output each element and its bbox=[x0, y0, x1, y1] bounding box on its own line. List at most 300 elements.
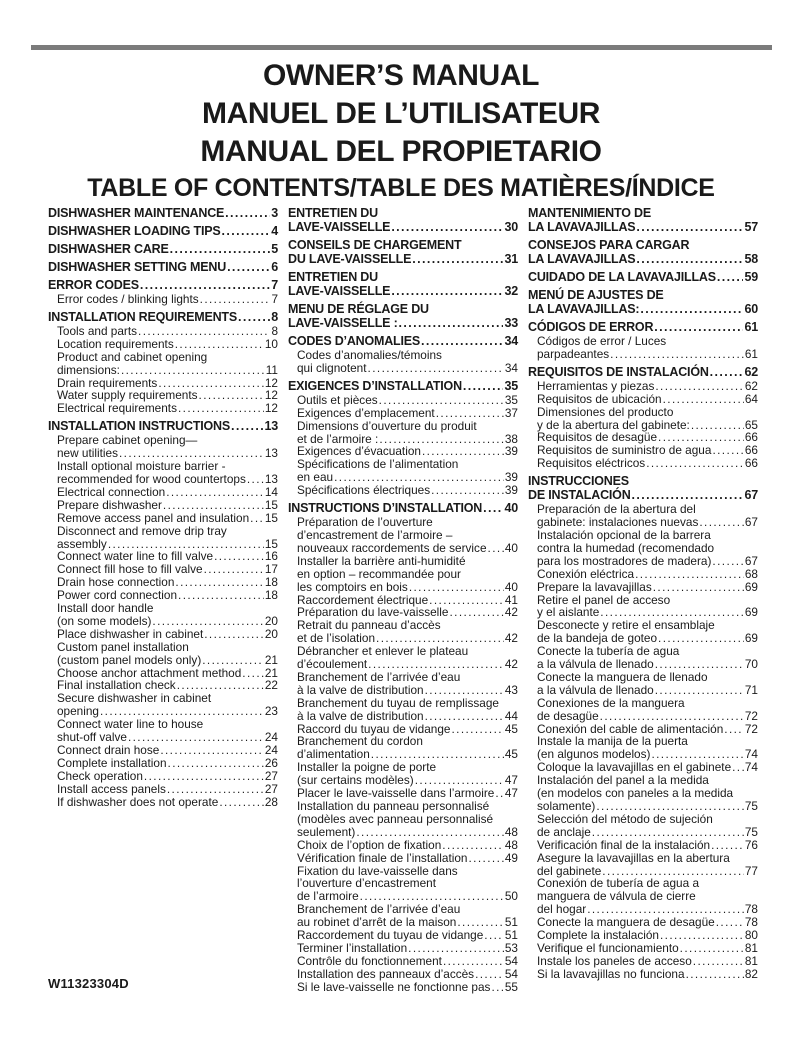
toc-entry-text: Tools and parts bbox=[57, 323, 138, 338]
dot-leader bbox=[716, 916, 744, 929]
toc-entry-text: Verifique el funcionamiento bbox=[537, 940, 679, 955]
toc-page-number: 50 bbox=[504, 889, 518, 904]
toc-entry-text: seulement) bbox=[297, 824, 356, 839]
toc-entry bbox=[528, 968, 758, 981]
dot-leader bbox=[484, 929, 504, 942]
toc-entry bbox=[48, 224, 278, 238]
toc-page-number: 30 bbox=[504, 220, 518, 234]
toc-entry bbox=[288, 206, 518, 234]
toc-entry-text: Conecte la manguera de desagüe bbox=[537, 915, 715, 930]
toc-page-number: 66 bbox=[744, 430, 758, 445]
toc-entry-text: Si la lavavajillas no funciona bbox=[537, 966, 685, 981]
toc-entry-line: Selección del método de sujeción bbox=[537, 811, 713, 826]
dot-leader bbox=[368, 658, 504, 671]
toc-entry bbox=[48, 718, 278, 744]
toc-entry bbox=[288, 839, 518, 852]
dot-leader bbox=[222, 224, 271, 238]
toc-entry-text: INSTALLATION INSTRUCTIONS bbox=[48, 419, 231, 434]
toc-page-number: 15 bbox=[264, 497, 278, 512]
toc-entry-line bbox=[48, 206, 278, 220]
toc-page-number: 3 bbox=[271, 206, 278, 220]
dot-leader bbox=[163, 499, 264, 512]
toc-entry-text: DU LAVE-VAISSELLE bbox=[288, 252, 412, 266]
toc-entry bbox=[528, 503, 758, 529]
toc-entry-text: LA LAVAVAJILLAS: bbox=[528, 302, 640, 316]
toc-entry-line bbox=[528, 365, 758, 379]
toc-page-number: 34 bbox=[504, 360, 518, 375]
toc-entry-line: Installation du panneau personnalisé bbox=[297, 799, 490, 813]
toc-entry-text: qui clignotent bbox=[297, 360, 367, 375]
dot-leader bbox=[693, 955, 744, 968]
toc-page-number: 26 bbox=[264, 755, 278, 770]
toc-entry bbox=[528, 320, 758, 334]
toc-entry-text: Terminer l’installation bbox=[297, 940, 408, 955]
dot-leader bbox=[686, 968, 744, 981]
toc-entry-line bbox=[297, 981, 518, 994]
dot-leader bbox=[200, 293, 271, 306]
toc-entry-line bbox=[297, 839, 518, 852]
toc-entry-text: à la valve de distribution bbox=[297, 682, 424, 697]
toc-entry-line bbox=[57, 770, 278, 783]
toc-page-number: 58 bbox=[744, 252, 758, 266]
toc-entry bbox=[528, 365, 758, 379]
toc-page-number: 75 bbox=[744, 799, 758, 813]
toc-entry-line bbox=[57, 364, 278, 377]
toc-entry-line bbox=[48, 278, 278, 292]
dot-leader bbox=[680, 942, 744, 955]
toc-entry-text: Complete la instalación bbox=[537, 928, 659, 943]
dot-leader bbox=[646, 457, 744, 470]
dot-leader bbox=[654, 320, 743, 334]
toc-entry bbox=[48, 325, 278, 338]
toc-entry bbox=[48, 641, 278, 667]
toc-entry bbox=[528, 774, 758, 813]
toc-entry-text: Requisitos de desagüe bbox=[537, 430, 658, 445]
toc-entry bbox=[48, 783, 278, 796]
toc-entry-text: DISHWASHER CARE bbox=[48, 242, 169, 256]
toc-entry bbox=[288, 697, 518, 723]
manual-title-spanish: MANUAL DEL PROPIETARIO bbox=[200, 135, 602, 168]
toc-entry-text: parpadeantes bbox=[537, 346, 610, 361]
toc-page-number: 33 bbox=[504, 316, 518, 330]
dot-leader bbox=[408, 942, 504, 955]
toc-entry-line: MENU DE RÉGLAGE DU bbox=[288, 302, 429, 316]
toc-page-number: 59 bbox=[744, 270, 758, 284]
toc-page-number: 78 bbox=[744, 915, 758, 930]
dot-leader bbox=[451, 723, 503, 736]
toc-entry-text: Placer le lave-vaisselle dans l’armoire bbox=[297, 786, 495, 801]
toc-entry bbox=[48, 602, 278, 628]
toc-entry bbox=[288, 942, 518, 955]
toc-entry bbox=[288, 903, 518, 929]
toc-entry-line bbox=[48, 419, 278, 433]
toc-entry-text: LAVE-VAISSELLE bbox=[288, 220, 391, 234]
toc-page-number: 39 bbox=[504, 483, 518, 498]
toc-entry-line: Branchement du tuyau de remplissage bbox=[297, 695, 499, 710]
toc-entry-line: Asegure la lavavajillas en la abertura bbox=[537, 850, 730, 865]
dot-leader bbox=[242, 667, 264, 680]
toc-entry-text: Connect water line to fill valve bbox=[57, 549, 214, 564]
toc-entry bbox=[48, 419, 278, 433]
dot-leader bbox=[175, 576, 263, 589]
toc-entry-line bbox=[528, 488, 758, 502]
toc-entry-text: de desagüe bbox=[537, 708, 599, 723]
dot-leader bbox=[144, 770, 264, 783]
dot-leader bbox=[431, 484, 504, 497]
dot-leader bbox=[225, 206, 270, 220]
toc-entry-line: Codes d’anomalies/témoins bbox=[297, 348, 442, 362]
toc-entry-line: Branchement du cordon bbox=[297, 734, 423, 749]
toc-page-number: 45 bbox=[504, 747, 518, 762]
toc-page-number: 11 bbox=[265, 362, 278, 377]
toc-page-number: 49 bbox=[504, 850, 518, 865]
toc-entry-text: Raccordement électrique bbox=[297, 592, 429, 607]
dot-leader bbox=[632, 488, 744, 502]
dot-leader bbox=[178, 589, 264, 602]
toc-entry bbox=[528, 942, 758, 955]
toc-entry-line: CONSEJOS PARA CARGAR bbox=[528, 238, 690, 252]
toc-page-number: 8 bbox=[271, 309, 278, 324]
toc-entry-line: Códigos de error / Luces bbox=[537, 334, 667, 348]
dot-leader bbox=[356, 826, 504, 839]
dot-leader bbox=[732, 761, 744, 774]
toc-entry bbox=[288, 735, 518, 761]
toc-entry-text: REQUISITOS DE INSTALACIÓN bbox=[528, 364, 709, 379]
toc-entry-text: (on some models) bbox=[57, 613, 152, 628]
toc-entry-text: y de la abertura del gabinete: bbox=[537, 417, 690, 432]
toc-entry-line bbox=[528, 302, 758, 316]
toc-entry-line: Retrait du panneau d’accès bbox=[297, 618, 441, 633]
toc-entry bbox=[48, 460, 278, 486]
dot-leader bbox=[425, 684, 504, 697]
toc-entry-text: Conexión eléctrica bbox=[537, 566, 635, 581]
toc-entry bbox=[288, 302, 518, 330]
dot-leader bbox=[160, 744, 264, 757]
toc-entry bbox=[528, 568, 758, 581]
toc-entry-line bbox=[288, 316, 518, 330]
toc-entry bbox=[528, 671, 758, 697]
dot-leader bbox=[247, 473, 264, 486]
toc-entry-text: Drain requirements bbox=[57, 375, 158, 390]
dot-leader bbox=[170, 242, 271, 256]
toc bbox=[48, 206, 760, 994]
toc-entry bbox=[528, 877, 758, 916]
toc-page-number: 13 bbox=[264, 446, 278, 461]
toc-entry bbox=[48, 692, 278, 718]
toc-entry bbox=[288, 981, 518, 994]
toc-entry-text: (en algunos modelos) bbox=[537, 747, 651, 762]
toc-page-number: 74 bbox=[744, 760, 758, 775]
toc-page-number: 42 bbox=[504, 605, 518, 620]
toc-entry bbox=[528, 380, 758, 393]
toc-entry-text: à la valve de distribution bbox=[297, 708, 424, 723]
toc-entry-line: Instalación del panel a la medida bbox=[537, 773, 709, 788]
toc-entry-text: (custom panel models only) bbox=[57, 652, 202, 667]
toc-entry-line: Custom panel installation bbox=[57, 639, 189, 654]
toc-page-number: 7 bbox=[271, 278, 278, 292]
dot-leader bbox=[214, 550, 264, 563]
toc-entry-line: Dimensiones del producto bbox=[537, 404, 674, 419]
dot-leader bbox=[175, 338, 264, 351]
toc-entry bbox=[528, 852, 758, 878]
toc-entry-line bbox=[48, 310, 278, 324]
toc-entry bbox=[528, 393, 758, 406]
toc-page-number: 51 bbox=[504, 915, 518, 930]
toc-title: TABLE OF CONTENTS/TABLE DES MATIÈRES/ÍNDICE bbox=[87, 174, 715, 202]
toc-entry bbox=[288, 394, 518, 407]
toc-page-number: 22 bbox=[264, 678, 278, 693]
toc-entry bbox=[528, 735, 758, 761]
dot-leader bbox=[219, 796, 264, 809]
toc-page-number: 37 bbox=[504, 405, 518, 420]
dot-leader bbox=[399, 316, 504, 330]
toc-entry-text: opening bbox=[57, 704, 99, 719]
toc-page-number: 14 bbox=[264, 484, 278, 499]
dot-leader bbox=[409, 581, 504, 594]
toc-page-number: 6 bbox=[271, 260, 278, 274]
toc-entry bbox=[528, 581, 758, 594]
toc-entry bbox=[48, 278, 278, 292]
toc-entry-text: Spécifications électriques bbox=[297, 483, 431, 498]
dot-leader bbox=[636, 220, 743, 234]
toc-entry-line: Desconecte y retire el ensamblaje bbox=[537, 618, 715, 633]
toc-entry-text: et de l’isolation bbox=[297, 631, 376, 646]
toc-entry-line bbox=[537, 684, 758, 697]
toc-entry-line bbox=[537, 839, 758, 852]
dot-leader bbox=[152, 615, 263, 628]
dot-leader bbox=[724, 723, 744, 736]
dot-leader bbox=[199, 389, 264, 402]
toc-entry-line bbox=[537, 968, 758, 981]
toc-entry-line: Conexión de tubería de agua a bbox=[537, 876, 700, 891]
toc-entry-text: de l’armoire bbox=[297, 889, 359, 904]
toc-entry-line: (en modelos con paneles a la medida bbox=[537, 786, 734, 801]
toc-entry-line bbox=[537, 710, 758, 723]
toc-entry-text: Si le lave-vaisselle ne fonctionne pas bbox=[297, 979, 491, 994]
toc-entry-text: Requisitos de ubicación bbox=[537, 391, 662, 406]
toc-entry-line bbox=[528, 252, 758, 266]
toc-entry-line: Fixation du lave-vaisselle dans bbox=[297, 863, 458, 878]
toc-entry-line bbox=[288, 379, 518, 393]
toc-page-number: 81 bbox=[744, 953, 758, 968]
toc-entry-text: Prepare dishwasher bbox=[57, 497, 162, 512]
dot-leader bbox=[710, 365, 744, 379]
toc-entry-text: DISHWASHER SETTING MENU bbox=[48, 260, 227, 274]
toc-entry bbox=[48, 338, 278, 351]
toc-entry bbox=[288, 484, 518, 497]
document-part-number: W11323304D bbox=[48, 976, 129, 991]
toc-page-number: 82 bbox=[744, 966, 758, 981]
toc-entry-line bbox=[297, 407, 518, 420]
toc-entry-text: recommended for wood countertops bbox=[57, 471, 246, 486]
toc-entry-text: Prepare la lavavajillas bbox=[537, 579, 652, 594]
toc-entry-line bbox=[57, 402, 278, 415]
toc-entry-line: Preparación de la abertura del bbox=[537, 502, 696, 517]
toc-entry-text: EXIGENCES D’INSTALLATION bbox=[288, 378, 462, 393]
toc-entry-text: Herramientas y piezas bbox=[537, 378, 655, 393]
dot-leader bbox=[463, 379, 504, 393]
toc-entry bbox=[528, 238, 758, 266]
toc-entry-line bbox=[48, 260, 278, 274]
dot-leader bbox=[691, 419, 744, 432]
toc-page-number: 70 bbox=[744, 657, 758, 672]
toc-entry bbox=[48, 260, 278, 274]
dot-leader bbox=[488, 542, 504, 555]
toc-page-number: 66 bbox=[744, 443, 758, 458]
toc-page-number: 21 bbox=[264, 665, 278, 680]
toc-column-french bbox=[288, 206, 518, 994]
toc-column-english bbox=[48, 206, 278, 809]
toc-entry-line: Connect water line to house bbox=[57, 717, 204, 732]
toc-page-number: 76 bbox=[744, 837, 758, 852]
toc-page-number: 53 bbox=[504, 940, 518, 955]
toc-page-number: 34 bbox=[504, 334, 518, 348]
dot-leader bbox=[425, 710, 504, 723]
toc-entry-text: au robinet d’arrêt de la maison bbox=[297, 915, 457, 930]
dot-leader bbox=[655, 684, 744, 697]
dot-leader bbox=[635, 568, 744, 581]
toc-entry-text: Connect drain hose bbox=[57, 743, 160, 757]
toc-entry-text: Drain hose connection bbox=[57, 575, 175, 590]
toc-page-number: 24 bbox=[264, 743, 278, 757]
toc-entry-line bbox=[48, 224, 278, 238]
toc-page-number: 27 bbox=[264, 781, 278, 796]
toc-entry bbox=[48, 293, 278, 306]
dot-leader bbox=[368, 362, 504, 375]
toc-entry-text: Water supply requirements bbox=[57, 388, 198, 403]
manual-title-english: OWNER’S MANUAL bbox=[262, 59, 540, 92]
toc-entry-line bbox=[57, 615, 278, 628]
toc-entry bbox=[528, 697, 758, 723]
dot-leader bbox=[711, 839, 744, 852]
toc-entry-text: del hogar bbox=[537, 902, 587, 917]
toc-entry bbox=[48, 757, 278, 770]
toc-entry-text: Install access panels bbox=[57, 781, 166, 796]
toc-entry-line: MENÚ DE AJUSTES DE bbox=[528, 288, 664, 302]
dot-leader bbox=[204, 563, 264, 576]
toc-entry-line: Install door handle bbox=[57, 601, 154, 616]
dot-leader bbox=[610, 348, 744, 361]
toc-entry-text: para los mostradores de madera) bbox=[537, 553, 712, 568]
toc-entry-line bbox=[288, 220, 518, 234]
toc-page-number: 61 bbox=[744, 346, 758, 361]
toc-entry bbox=[528, 270, 758, 284]
toc-page-number: 69 bbox=[744, 631, 758, 646]
toc-entry bbox=[48, 402, 278, 415]
toc-entry-line bbox=[297, 394, 518, 407]
toc-entry-text: If dishwasher does not operate bbox=[57, 794, 219, 809]
dot-leader bbox=[592, 826, 744, 839]
toc-page-number: 39 bbox=[504, 444, 518, 459]
toc-entry-line bbox=[288, 284, 518, 298]
toc-entry bbox=[528, 645, 758, 671]
toc-entry-line: MANTENIMIENTO DE bbox=[528, 206, 651, 220]
toc-page-number: 12 bbox=[264, 388, 278, 403]
toc-page-number: 15 bbox=[264, 536, 278, 551]
toc-page-number: 72 bbox=[744, 708, 758, 723]
horizontal-rule bbox=[31, 45, 772, 50]
dot-leader bbox=[442, 839, 504, 852]
toc-page-number: 66 bbox=[744, 456, 758, 471]
toc-page-number: 13 bbox=[264, 419, 278, 434]
toc-entry-line bbox=[537, 457, 758, 470]
toc-page-number: 28 bbox=[264, 794, 278, 809]
dot-leader bbox=[653, 581, 744, 594]
dot-leader bbox=[138, 325, 270, 338]
toc-entry-line: Dimensions d’ouverture du produit bbox=[297, 418, 477, 433]
toc-entry bbox=[528, 457, 758, 470]
toc-entry bbox=[288, 865, 518, 904]
toc-entry-line bbox=[537, 826, 758, 839]
toc-entry-line bbox=[57, 512, 278, 525]
toc-entry-text: Raccordement du tuyau de vidange bbox=[297, 928, 484, 943]
toc-entry-line bbox=[537, 658, 758, 671]
toc-entry-line bbox=[57, 757, 278, 770]
toc-entry-line: Spécifications de l’alimentation bbox=[297, 457, 459, 472]
toc-page-number: 60 bbox=[744, 302, 758, 316]
toc-page-number: 35 bbox=[504, 378, 518, 393]
toc-entry bbox=[288, 968, 518, 981]
toc-entry bbox=[48, 628, 278, 641]
toc-entry-text: INSTRUCTIONS D’INSTALLATION bbox=[288, 501, 483, 516]
toc-entry-text: Exigences d’emplacement bbox=[297, 405, 435, 420]
toc-entry bbox=[288, 555, 518, 594]
toc-entry-text: Conexión del cable de alimentación bbox=[537, 721, 724, 736]
toc-page-number: 39 bbox=[504, 470, 518, 485]
toc-entry-text: Requisitos de suministro de agua bbox=[537, 443, 712, 458]
toc-page-number: 4 bbox=[271, 224, 278, 238]
toc-entry-line bbox=[48, 242, 278, 256]
toc-entry-line: contra la humedad (recomendado bbox=[537, 540, 715, 555]
toc-entry-text: Choix de l’option de fixation bbox=[297, 837, 442, 852]
toc-entry bbox=[288, 501, 518, 515]
toc-entry-line bbox=[57, 325, 278, 338]
toc-page-number: 69 bbox=[744, 605, 758, 620]
toc-entry bbox=[48, 434, 278, 460]
toc-page-number: 72 bbox=[744, 721, 758, 736]
toc-entry bbox=[288, 379, 518, 393]
toc-entry-line bbox=[288, 334, 518, 348]
toc-entry-line bbox=[528, 220, 758, 234]
toc-page-number: 42 bbox=[504, 657, 518, 672]
toc-entry-text: CÓDIGOS DE ERROR bbox=[528, 320, 654, 334]
toc-entry-text: Coloque la lavavajillas en el gabinete bbox=[537, 760, 732, 775]
toc-entry-line bbox=[57, 293, 278, 306]
toc-page-number: 74 bbox=[744, 747, 758, 762]
toc-entry-text: d’alimentation bbox=[297, 747, 370, 762]
toc-page-number: 45 bbox=[504, 721, 518, 736]
dot-leader bbox=[227, 260, 270, 274]
toc-page-number: 40 bbox=[504, 540, 518, 555]
toc-entry-line: ENTRETIEN DU bbox=[288, 270, 378, 284]
dot-leader bbox=[379, 394, 504, 407]
toc-page-number: 55 bbox=[504, 979, 518, 994]
toc-entry-line bbox=[297, 710, 518, 723]
toc-entry-text: Outils et pièces bbox=[297, 392, 378, 407]
toc-page-number: 32 bbox=[504, 284, 518, 298]
toc-entry-text: solamente) bbox=[537, 799, 596, 813]
toc-entry-text: Electrical connection bbox=[57, 484, 166, 499]
toc-page-number: 35 bbox=[504, 392, 518, 407]
toc-entry-line: Branchement de l’arrivée d’eau bbox=[297, 902, 461, 917]
dot-leader bbox=[469, 852, 504, 865]
toc-entry-line bbox=[57, 628, 278, 641]
toc-entry-text: Contrôle du fonctionnement bbox=[297, 953, 442, 968]
toc-entry-line bbox=[297, 362, 518, 375]
dot-leader bbox=[491, 981, 503, 994]
toc-column-spanish bbox=[528, 206, 758, 981]
toc-entry-line bbox=[537, 942, 758, 955]
